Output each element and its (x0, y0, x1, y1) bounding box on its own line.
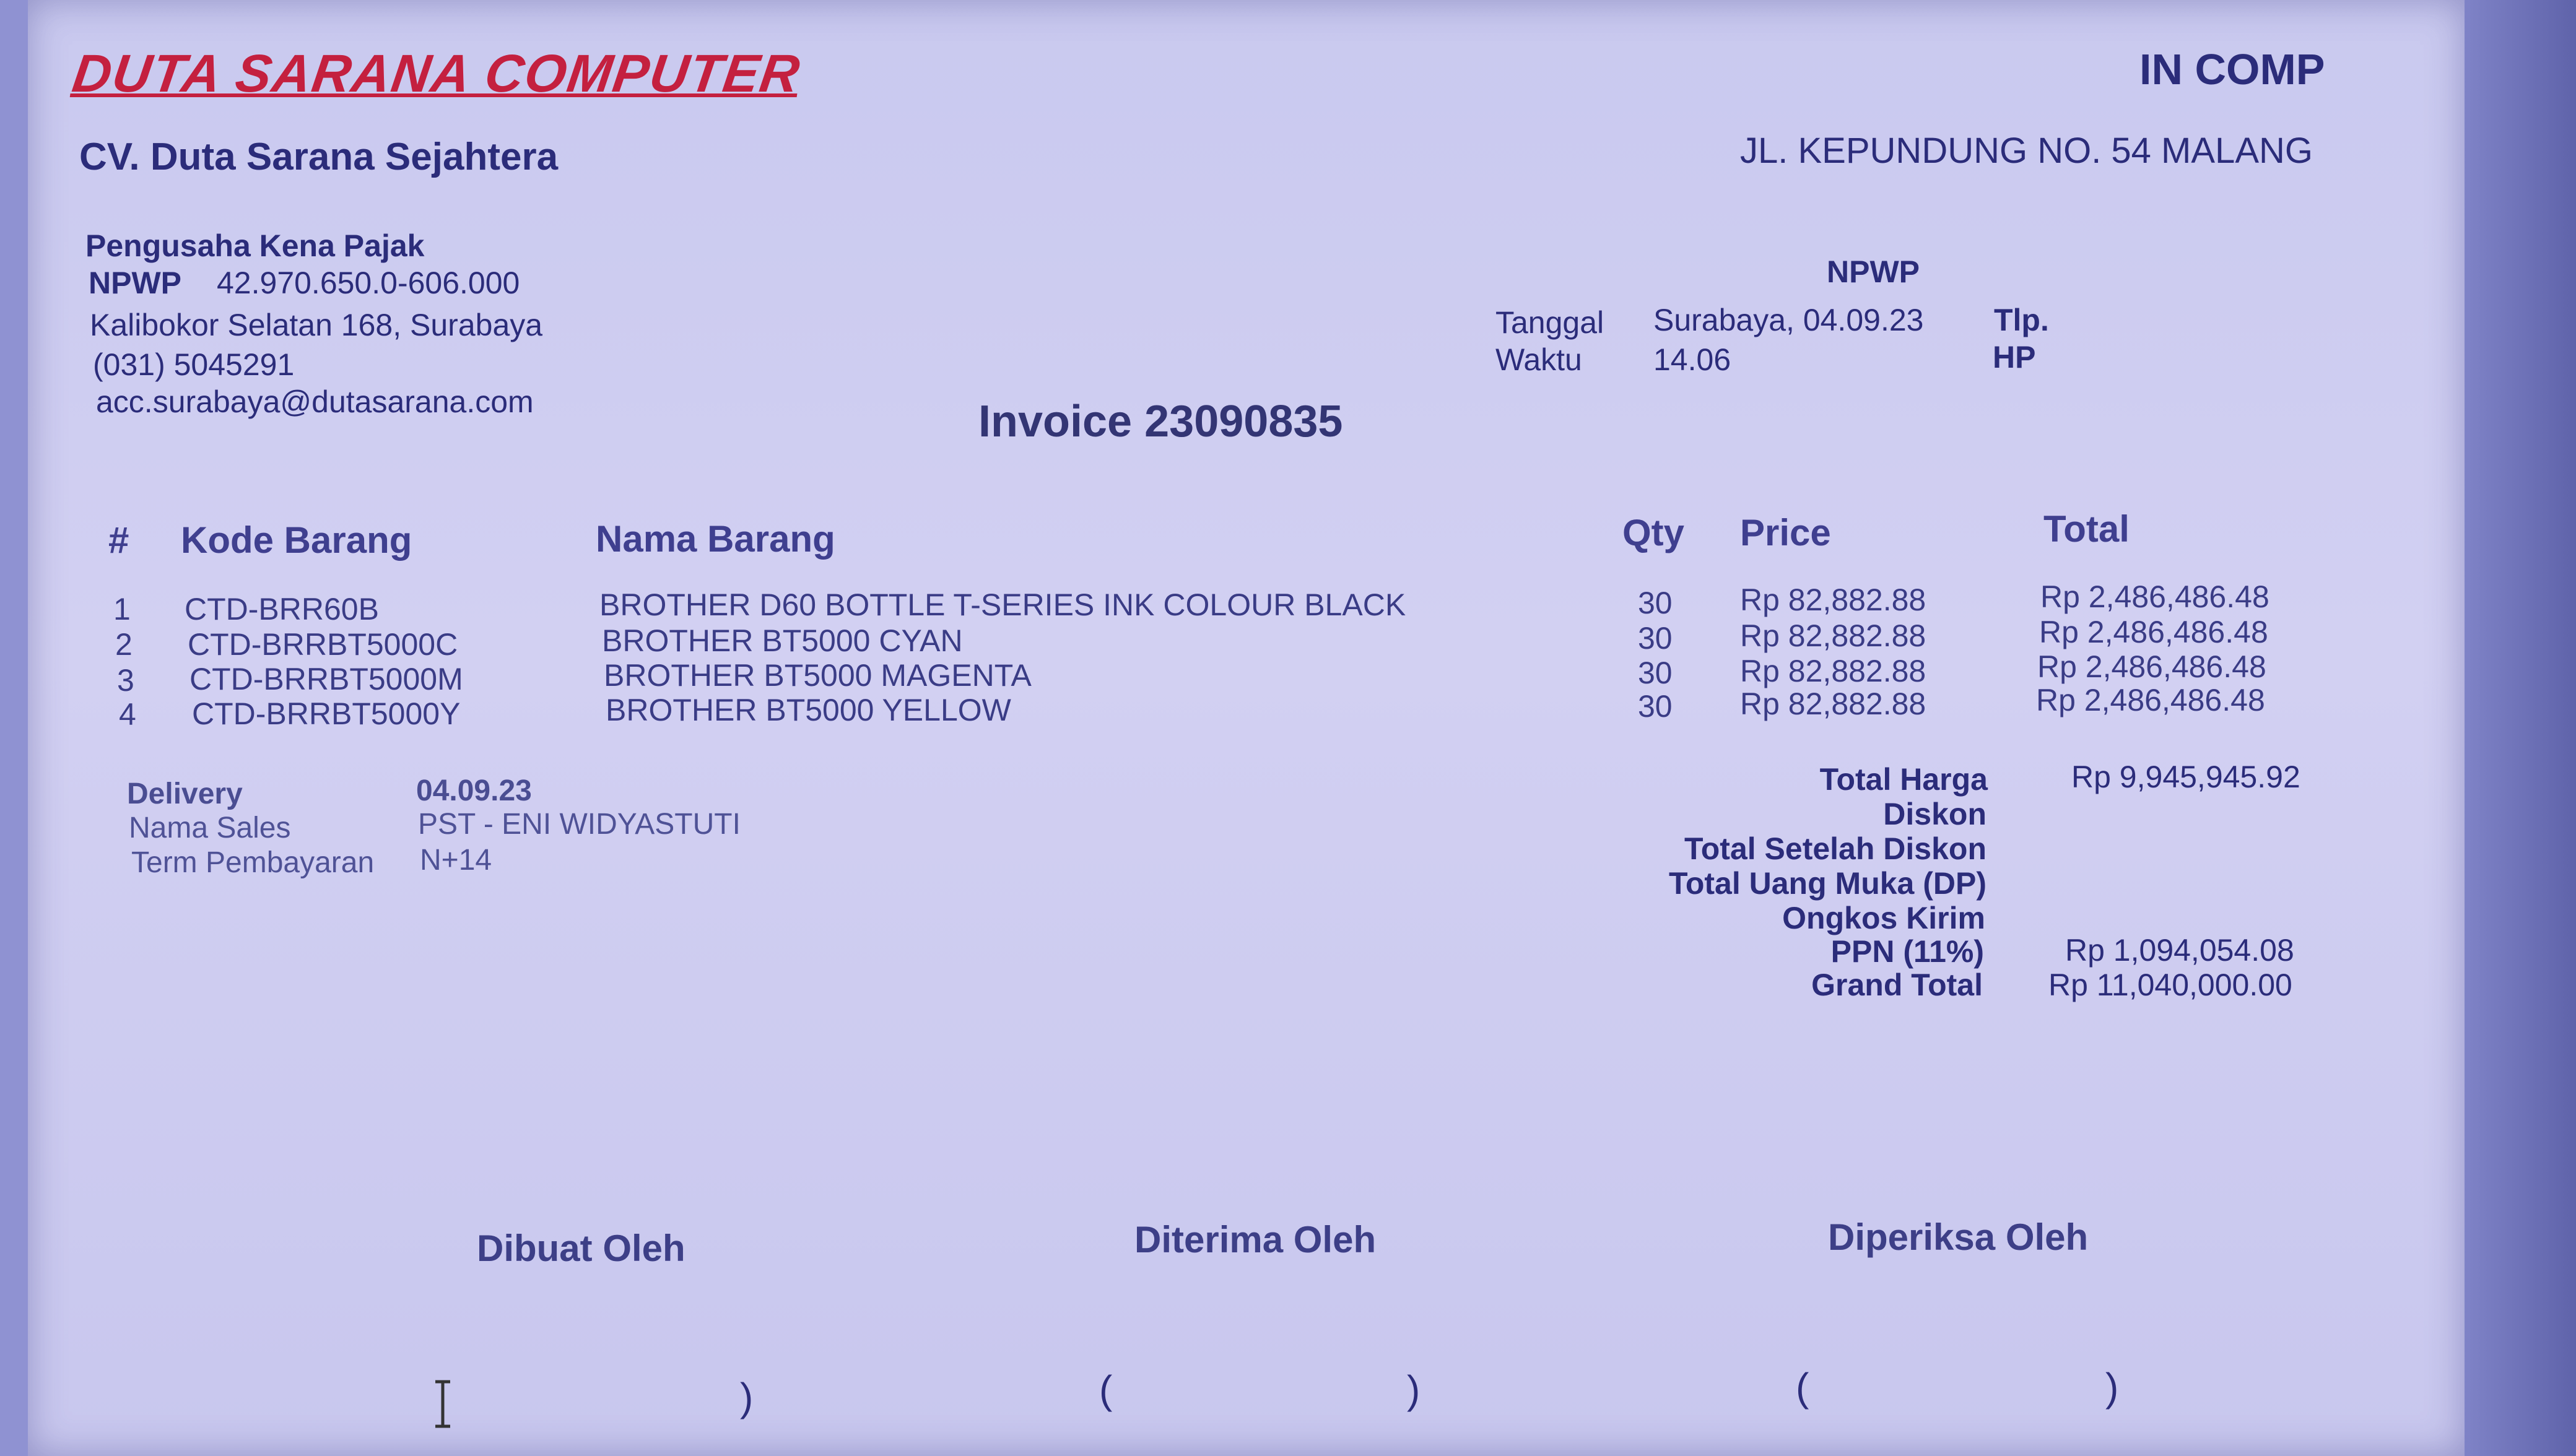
signature-diterima-label: Diterima Oleh (1134, 1219, 1377, 1260)
delivery-value: 04.09.23 (416, 774, 532, 807)
row-nama: BROTHER BT5000 YELLOW (606, 693, 1011, 727)
signature-dibuat-label: Dibuat Oleh (477, 1228, 685, 1269)
col-header-price: Price (1740, 512, 1831, 553)
tanggal-value: Surabaya, 04.09.23 (1653, 303, 1924, 337)
customer-name: IN COMP (2139, 45, 2325, 93)
row-qty: 30 (1638, 689, 1673, 724)
company-logo: DUTA SARANA COMPUTER (69, 44, 804, 103)
ongkir-label: Ongkos Kirim (1782, 901, 1985, 935)
row-total: Rp 2,486,486.48 (2039, 615, 2268, 649)
row-nama: BROTHER BT5000 MAGENTA (604, 658, 1032, 693)
diskon-label: Diskon (1883, 797, 1986, 831)
row-qty: 30 (1638, 656, 1673, 690)
signature-diperiksa-close-paren: ) (2105, 1365, 2119, 1410)
row-price: Rp 82,882.88 (1740, 618, 1926, 653)
row-nama: BROTHER BT5000 CYAN (602, 623, 963, 658)
npwp-value: 42.970.650.0-606.000 (217, 266, 520, 300)
ppn-value: Rp 1,094,054.08 (2065, 933, 2294, 968)
customer-address: JL. KEPUNDUNG NO. 54 MALANG (1740, 131, 2313, 171)
ppn-label: PPN (11%) (1830, 934, 1984, 969)
hp-label: HP (1993, 340, 2036, 375)
text-cursor-icon (430, 1379, 455, 1429)
tanggal-label: Tanggal (1495, 305, 1604, 340)
total-harga-label: Total Harga (1819, 762, 1988, 797)
row-kode: CTD-BRR60B (185, 592, 379, 626)
col-header-total: Total (2043, 508, 2130, 550)
row-qty: 30 (1638, 621, 1673, 656)
col-header-nama: Nama Barang (596, 518, 835, 560)
grand-total-label: Grand Total (1811, 968, 1983, 1002)
term-value: N+14 (420, 844, 492, 877)
row-qty: 30 (1638, 586, 1673, 620)
signature-diterima-close-paren: ) (1407, 1367, 1421, 1412)
row-kode: CTD-BRRBT5000M (189, 662, 463, 696)
npwp-label: NPWP (89, 266, 181, 300)
signature-diperiksa-open-paren: ( (1796, 1365, 1809, 1410)
signature-diperiksa-label: Diperiksa Oleh (1828, 1216, 2089, 1258)
sales-value: PST - ENI WIDYASTUTI (418, 808, 741, 841)
row-no: 2 (115, 627, 133, 662)
dp-label: Total Uang Muka (DP) (1669, 866, 1986, 901)
company-address: Kalibokor Selatan 168, Surabaya (90, 308, 543, 342)
signature-dibuat-close-paren: ) (740, 1375, 754, 1419)
pkp-label: Pengusaha Kena Pajak (85, 228, 425, 263)
tlp-label: Tlp. (1994, 303, 2049, 337)
row-no: 4 (119, 697, 136, 732)
setelah-diskon-label: Total Setelah Diskon (1684, 831, 1986, 866)
col-header-no: # (108, 519, 129, 561)
row-kode: CTD-BRRBT5000C (188, 627, 458, 662)
row-total: Rp 2,486,486.48 (2037, 649, 2266, 684)
row-total: Rp 2,486,486.48 (2040, 579, 2269, 614)
term-label: Term Pembayaran (131, 846, 375, 879)
row-price: Rp 82,882.88 (1740, 583, 1926, 617)
col-header-qty: Qty (1622, 512, 1685, 553)
background-edge (2465, 0, 2576, 1456)
row-no: 1 (113, 592, 131, 626)
customer-npwp-label: NPWP (1827, 254, 1920, 289)
invoice-title: Invoice 23090835 (978, 397, 1343, 446)
row-price: Rp 82,882.88 (1740, 654, 1926, 688)
signature-diterima-open-paren: ( (1099, 1367, 1113, 1412)
company-name: CV. Duta Sarana Sejahtera (79, 136, 559, 178)
company-email: acc.surabaya@dutasarana.com (96, 384, 534, 419)
total-harga-value: Rp 9,945,945.92 (2071, 760, 2300, 794)
waktu-value: 14.06 (1653, 342, 1731, 377)
waktu-label: Waktu (1495, 342, 1582, 377)
col-header-kode: Kode Barang (181, 519, 412, 561)
row-no: 3 (117, 663, 134, 698)
grand-total-value: Rp 11,040,000.00 (2048, 968, 2292, 1002)
row-total: Rp 2,486,486.48 (2036, 683, 2265, 717)
row-nama: BROTHER D60 BOTTLE T-SERIES INK COLOUR BLACK (599, 587, 1406, 622)
delivery-label: Delivery (127, 778, 243, 810)
company-phone: (031) 5045291 (93, 347, 295, 382)
row-kode: CTD-BRRBT5000Y (192, 696, 461, 731)
row-price: Rp 82,882.88 (1740, 687, 1926, 721)
sales-label: Nama Sales (129, 812, 291, 844)
